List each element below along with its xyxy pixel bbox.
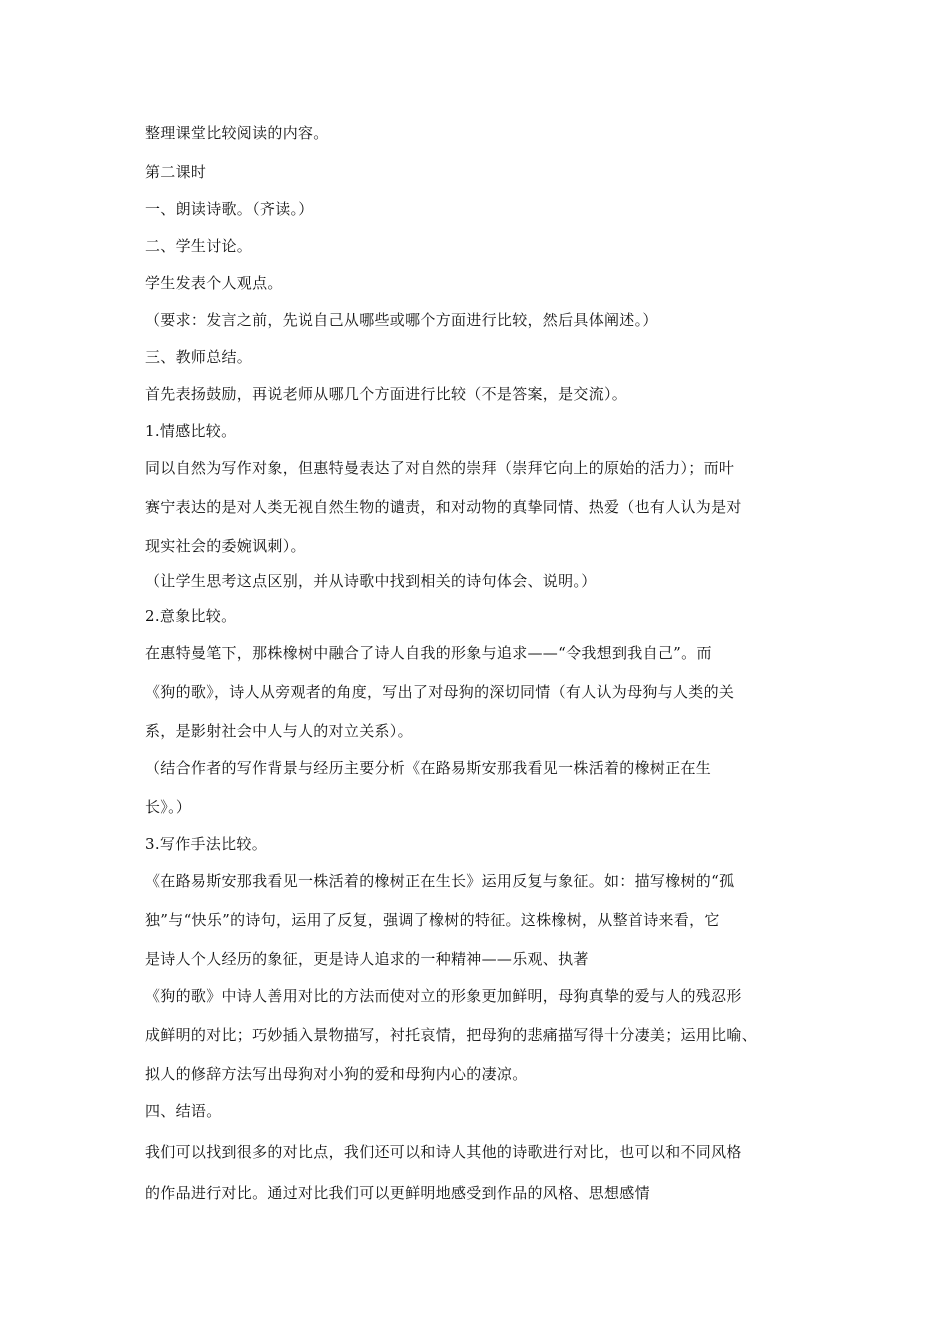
text-line: 拟人的修辞方法写出母狗对小狗的爱和母狗内心的凄凉。 [145, 1065, 528, 1083]
section-heading: 第二课时 [145, 163, 207, 181]
text-line: 在惠特曼笔下，那株橡树中融合了诗人自我的形象与追求——“令我想到我自己”。而 [145, 644, 712, 662]
text-line: 现实社会的委婉讽刺）。 [145, 537, 306, 555]
text-line: 1.情感比较。 [145, 422, 237, 440]
text-line: 二、学生讨论。 [145, 237, 253, 255]
text-line: （让学生思考这点区别，并从诗歌中找到相关的诗句体会、说明。） [145, 572, 597, 590]
text-line: 系，是影射社会中人与人的对立关系）。 [145, 722, 413, 740]
text-line: 首先表扬鼓励，再说老师从哪几个方面进行比较（不是答案，是交流）。 [145, 385, 628, 403]
text-line: 一、朗读诗歌。（齐读。） [145, 200, 314, 218]
text-line: 《在路易斯安那我看见一株活着的橡树正在生长》运用反复与象征。如：描写橡树的“孤 [145, 872, 735, 890]
text-line: 成鲜明的对比；巧妙插入景物描写，衬托哀情，把母狗的悲痛描写得十分凄美；运用比喻、 [145, 1026, 758, 1044]
text-line: 《狗的歌》中诗人善用对比的方法而使对立的形象更加鲜明，母狗真挚的爱与人的残忍形 [145, 987, 742, 1005]
text-line: 《狗的歌》，诗人从旁观者的角度，写出了对母狗的深切同情（有人认为母狗与人类的关 [145, 683, 735, 701]
text-line: 四、结语。 [145, 1102, 222, 1120]
text-line: 学生发表个人观点。 [145, 274, 283, 292]
text-line: （要求：发言之前，先说自己从哪些或哪个方面进行比较，然后具体阐述。） [145, 311, 658, 329]
text-line: 是诗人个人经历的象征，更是诗人追求的一种精神——乐观、执著 [145, 950, 589, 968]
text-line: 3.写作手法比较。 [145, 835, 268, 853]
text-line: 2.意象比较。 [145, 607, 237, 625]
text-line: 独”与“快乐”的诗句，运用了反复，强调了橡树的特征。这株橡树，从整首诗来看，它 [145, 911, 720, 929]
text-line: 长》。） [145, 798, 192, 816]
text-line: 我们可以找到很多的对比点，我们还可以和诗人其他的诗歌进行对比，也可以和不同风格 [145, 1143, 742, 1161]
text-line: 三、教师总结。 [145, 348, 253, 366]
text-line: 整理课堂比较阅读的内容。 [145, 124, 329, 142]
text-line: 赛宁表达的是对人类无视自然生物的谴责，和对动物的真挚同情、热爱（也有人认为是对 [145, 498, 742, 516]
text-line: 同以自然为写作对象，但惠特曼表达了对自然的崇拜（崇拜它向上的原始的活力）；而叶 [145, 459, 735, 477]
text-line: （结合作者的写作背景与经历主要分析《在路易斯安那我看见一株活着的橡树正在生 [145, 759, 712, 777]
text-line: 的作品进行对比。通过对比我们可以更鲜明地感受到作品的风格、思想感情 [145, 1184, 650, 1202]
